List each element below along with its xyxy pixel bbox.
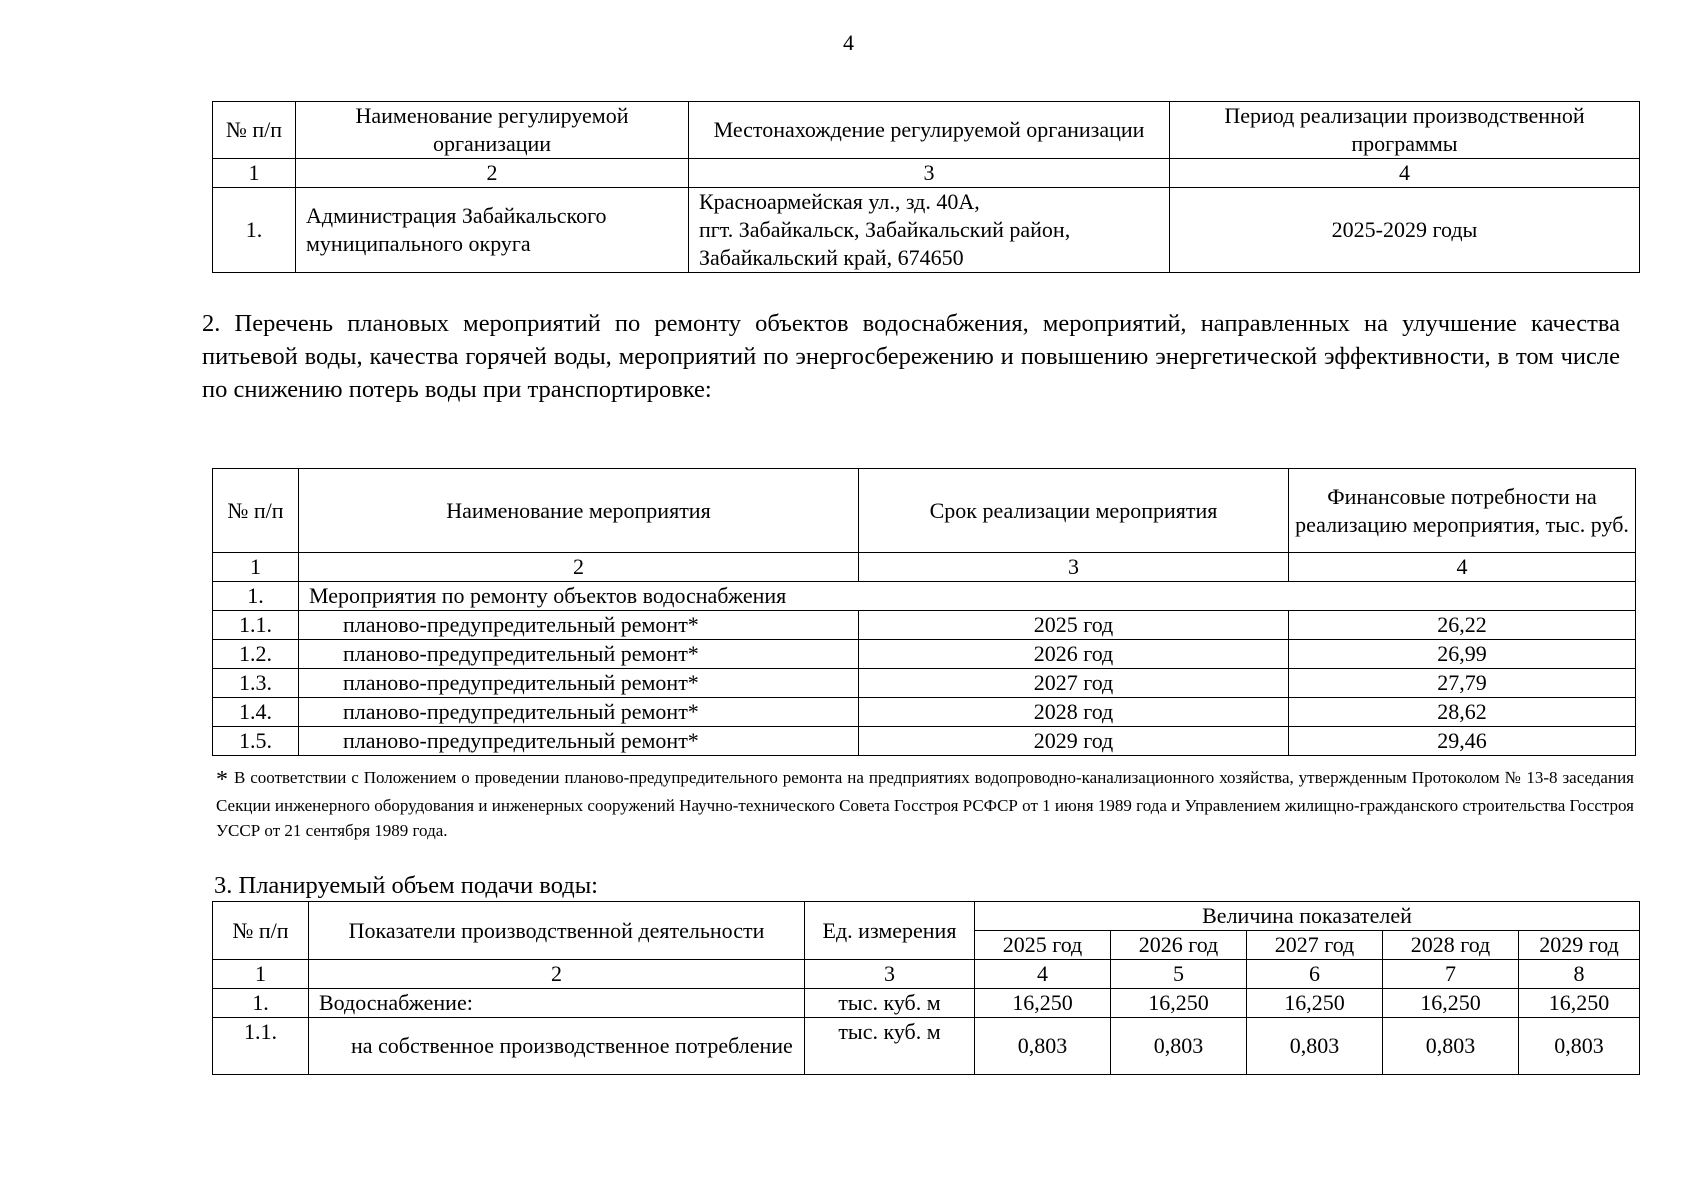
water-supply-table	[212, 901, 1640, 1075]
measure-term: 2025 год	[859, 611, 1289, 640]
measure-cost: 27,79	[1289, 669, 1636, 698]
row-num: 1.2.	[213, 640, 299, 669]
header-period: Период реализации производственной программы	[1170, 102, 1640, 159]
header-term: Срок реализации мероприятия	[859, 469, 1289, 553]
unit: тыс. куб. м	[805, 989, 975, 1018]
value: 0,803	[1247, 1018, 1383, 1075]
org-name: Администрация Забайкальского муниципального округа	[296, 188, 689, 273]
measure-cost: 28,62	[1289, 698, 1636, 727]
row-num: 1.	[213, 989, 309, 1018]
header-year: 2027 год	[1247, 931, 1383, 960]
measure-term: 2029 год	[859, 727, 1289, 756]
measure-name: планово-предупредительный ремонт*	[299, 669, 859, 698]
header-year: 2029 год	[1519, 931, 1640, 960]
col-number: 5	[1111, 960, 1247, 989]
measure-term: 2027 год	[859, 669, 1289, 698]
measure-term: 2028 год	[859, 698, 1289, 727]
value: 0,803	[1383, 1018, 1519, 1075]
value: 0,803	[1111, 1018, 1247, 1075]
col-number: 3	[805, 960, 975, 989]
value: 16,250	[1383, 989, 1519, 1018]
indicator-name: Водоснабжение:	[309, 989, 805, 1018]
col-number: 7	[1383, 960, 1519, 989]
section-2-text: 2. Перечень плановых мероприятий по ремонту объектов водоснабжения, мероприятий, направленных на улучшение качества питьевой воды, качества горячей воды, мероприятий по энергосбережению и повышению энергетической эффективности, в том числе по снижению потерь воды при транспортировке:	[202, 310, 1620, 403]
header-num: № п/п	[213, 902, 309, 960]
col-number: 1	[213, 159, 296, 188]
col-number: 4	[975, 960, 1111, 989]
table-row	[213, 1018, 1640, 1075]
address-line: Красноармейская ул., зд. 40А,	[699, 189, 980, 214]
header-unit: Ед. измерения	[805, 902, 975, 960]
measure-name: планово-предупредительный ремонт*	[299, 640, 859, 669]
header-finance: Финансовые потребности на реализацию мероприятия, тыс. руб.	[1289, 469, 1636, 553]
col-number: 1	[213, 553, 299, 582]
table-row	[213, 669, 1636, 698]
value: 16,250	[1247, 989, 1383, 1018]
table-row	[213, 611, 1636, 640]
col-number: 2	[299, 553, 859, 582]
group-name: Мероприятия по ремонту объектов водоснабжения	[299, 582, 1636, 611]
row-num: 1.	[213, 188, 296, 273]
section-3-title: 3. Планируемый объем подачи воды:	[214, 872, 598, 899]
col-number: 6	[1247, 960, 1383, 989]
header-org-location: Местонахождение регулируемой организации	[689, 102, 1170, 159]
footnote	[216, 765, 1634, 843]
col-number: 3	[859, 553, 1289, 582]
col-number: 2	[296, 159, 689, 188]
col-number: 4	[1170, 159, 1640, 188]
unit: тыс. куб. м	[805, 1018, 975, 1075]
measure-term: 2026 год	[859, 640, 1289, 669]
header-year: 2025 год	[975, 931, 1111, 960]
col-number: 3	[689, 159, 1170, 188]
measure-name: планово-предупредительный ремонт*	[299, 727, 859, 756]
col-number: 2	[309, 960, 805, 989]
col-number: 8	[1519, 960, 1640, 989]
value: 0,803	[975, 1018, 1111, 1075]
row-num: 1.4.	[213, 698, 299, 727]
table-row	[213, 727, 1636, 756]
measure-cost: 26,99	[1289, 640, 1636, 669]
measure-cost: 26,22	[1289, 611, 1636, 640]
value: 16,250	[1519, 989, 1640, 1018]
page-number: 4	[843, 30, 854, 55]
measures-table	[212, 468, 1636, 756]
value: 0,803	[1519, 1018, 1640, 1075]
footnote-text: В соответствии с Положением о проведении планово-предупредительного ремонта на предприятиях водопроводно-канализационного хозяйства, утвержденным Протоколом № 13-8 заседания Секции инженерного оборудования и инженерных сооружений Научно-технического Совета Госстроя РСФСР от 1 июня 1989 года и Управлением жилищно-гражданского строительства Госстроя УССР от 21 сентября 1989 года.	[216, 768, 1634, 840]
measure-cost: 29,46	[1289, 727, 1636, 756]
header-org-name: Наименование регулируемой организации	[296, 102, 689, 159]
header-num: № п/п	[213, 469, 299, 553]
row-num: 1.3.	[213, 669, 299, 698]
program-period: 2025-2029 годы	[1170, 188, 1640, 273]
measure-name: планово-предупредительный ремонт*	[299, 611, 859, 640]
organization-table	[212, 101, 1640, 273]
table-row	[213, 640, 1636, 669]
header-year: 2028 год	[1383, 931, 1519, 960]
address-line: Забайкальский край, 674650	[699, 245, 964, 270]
indicator-name: на собственное производственное потребление	[309, 1018, 805, 1075]
org-address	[689, 188, 1170, 273]
header-values: Величина показателей	[975, 902, 1640, 931]
group-num: 1.	[213, 582, 299, 611]
col-number: 1	[213, 960, 309, 989]
value: 16,250	[975, 989, 1111, 1018]
address-line: пгт. Забайкальск, Забайкальский район,	[699, 217, 1071, 242]
footnote-star: *	[216, 767, 228, 793]
table-row	[213, 698, 1636, 727]
table-row	[213, 989, 1640, 1018]
row-num: 1.1.	[213, 1018, 309, 1075]
row-num: 1.1.	[213, 611, 299, 640]
col-number: 4	[1289, 553, 1636, 582]
header-measure-name: Наименование мероприятия	[299, 469, 859, 553]
measure-name: планово-предупредительный ремонт*	[299, 698, 859, 727]
header-year: 2026 год	[1111, 931, 1247, 960]
row-num: 1.5.	[213, 727, 299, 756]
header-num: № п/п	[213, 102, 296, 159]
header-indicator: Показатели производственной деятельности	[309, 902, 805, 960]
value: 16,250	[1111, 989, 1247, 1018]
